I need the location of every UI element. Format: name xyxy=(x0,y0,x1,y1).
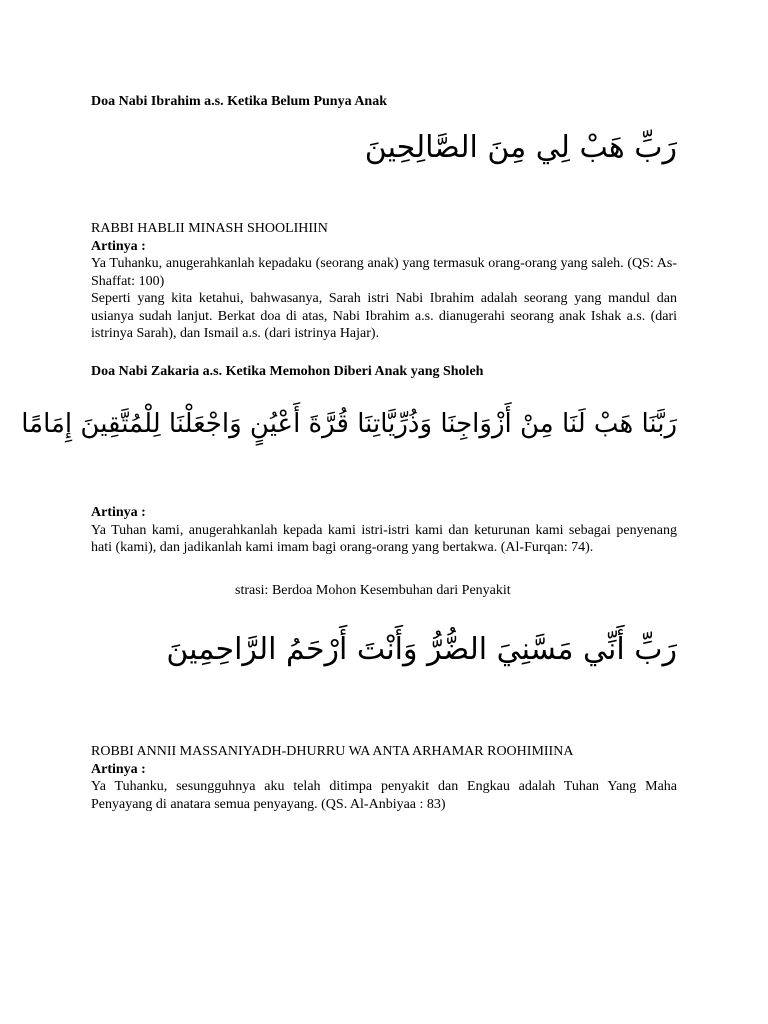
section1-body xyxy=(91,220,677,343)
section2-translation: Ya Tuhan kami, anugerahkanlah kepada kami istri-istri kami dan keturunan kami sebagai penyenang hati (kami), dan jadikanlah kami imam bagi orang-orang yang bertakwa. (Al-Furqan: 74). xyxy=(91,522,677,555)
section1-transliteration: RABBI HABLII MINASH SHOOLIHIIN xyxy=(91,221,328,236)
section1-heading: Doa Nabi Ibrahim a.s. Ketika Belum Punya Anak xyxy=(91,94,387,109)
section3-heading: strasi: Berdoa Mohon Kesembuhan dari Penyakit xyxy=(235,583,511,598)
section2-heading: Doa Nabi Zakaria a.s. Ketika Memohon Diberi Anak yang Sholeh xyxy=(91,364,484,379)
section3-artinya-label: Artinya : xyxy=(91,761,146,777)
section1-arabic-verse: رَبِّ هَبْ لِي مِنَ الصَّالِحِينَ xyxy=(364,130,677,165)
section3-transliteration: ROBBI ANNII MASSANIYADH-DHURRU WA ANTA ARHAMAR ROOHIMIINA xyxy=(91,744,574,759)
section3-translation: Ya Tuhanku, sesungguhnya aku telah ditimpa penyakit dan Engkau adalah Tuhan Yang Maha Penyayang di anatara semua penyayang. (QS. Al-Anbiyaa : 83) xyxy=(91,779,677,812)
section2-body xyxy=(91,504,677,557)
section1-translation: Ya Tuhanku, anugerahkanlah kepadaku (seorang anak) yang termasuk orang-orang yang saleh. (QS: As-Shaffat: 100) xyxy=(91,256,677,289)
section2-artinya-label: Artinya : xyxy=(91,505,146,520)
section1-artinya-label: Artinya : xyxy=(91,238,146,254)
section1-note: Seperti yang kita ketahui, bahwasanya, Sarah istri Nabi Ibrahim adalah seorang yang mandul dan usianya sudah lanjut. Berkat doa di atas, Nabi Ibrahim a.s. dianugerahi seorang anak Ishak a.s. (dari istrinya Sarah), dan Ismail a.s. (dari istrinya Hajar). xyxy=(91,291,677,341)
section3-arabic-verse: رَبِّ أَنِّي مَسَّنِيَ الضُّرُّ وَأَنْتَ أَرْحَمُ الرَّاحِمِينَ xyxy=(166,632,677,667)
section3-body xyxy=(91,743,677,813)
section2-arabic-verse: رَبَّنَا هَبْ لَنَا مِنْ أَزْوَاجِنَا وَذُرِّيَّاتِنَا قُرَّةَ أَعْيُنٍ وَاجْعَلْنَا لِلْمُتَّقِينَ إِمَامًا xyxy=(21,409,677,439)
